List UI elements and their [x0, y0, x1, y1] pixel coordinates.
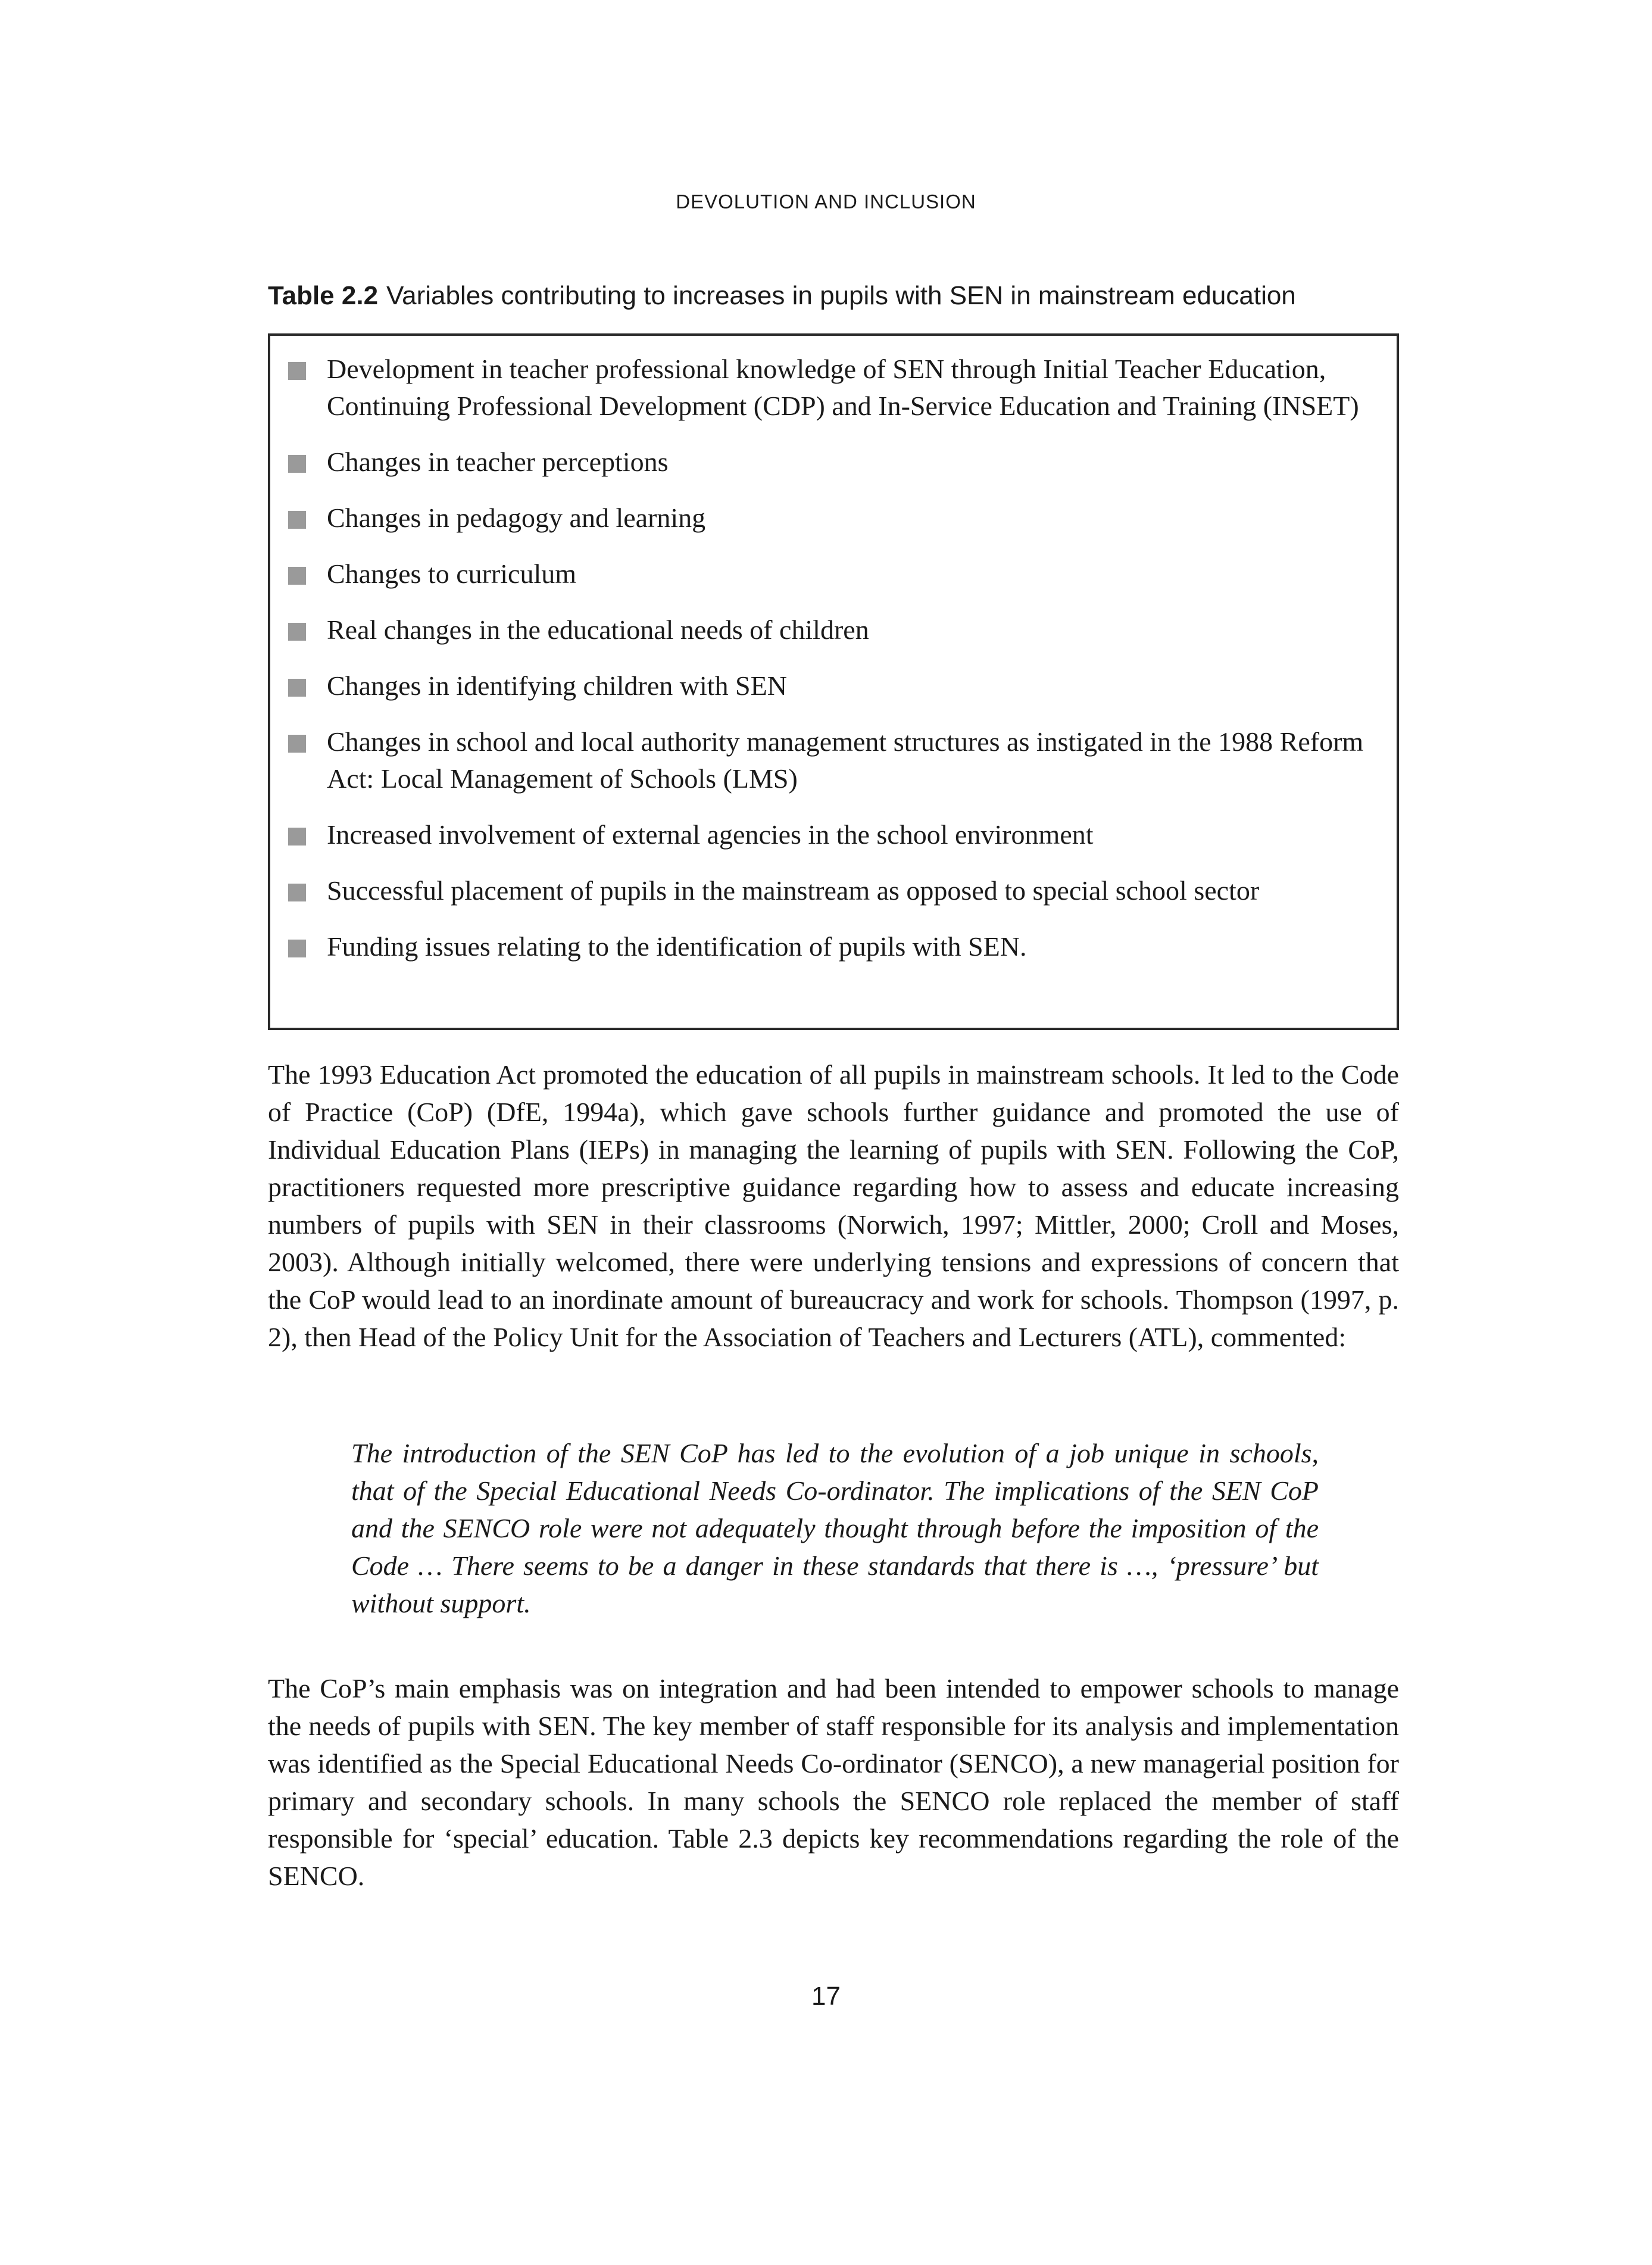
- list-item-text: Funding issues relating to the identification of pupils with SEN.: [327, 931, 1027, 962]
- square-bullet-icon: [288, 623, 306, 641]
- table-title: Variables contributing to increases in pupils with SEN in mainstream education: [386, 281, 1296, 310]
- list-item-text: Changes in teacher perceptions: [327, 447, 669, 477]
- list-item: [285, 667, 1379, 704]
- square-bullet-icon: [288, 940, 306, 957]
- running-head: DEVOLUTION AND INCLUSION: [676, 191, 976, 213]
- body-paragraph-1: The 1993 Education Act promoted the education of all pupils in mainstream schools. It led to the Code of Practice (CoP) (DfE, 1994a), which gave schools further guidance and promoted the use of Individual Education Plans (IEPs) in managing the learning of pupils with SEN. Following the CoP, practitioners requested more prescriptive guidance regarding how to assess and educate increasing numbers of pupils with SEN in their classrooms (Norwich, 1997; Mittler, 2000; Croll and Moses, 2003). Although initially welcomed, there were underlying tensions and expressions of concern that the CoP would lead to an inordinate amount of bureaucracy and work for schools. Thompson (1997, p. 2), then Head of the Policy Unit for the Association of Teachers and Lecturers (ATL), commented:: [268, 1059, 1399, 1352]
- list-item-text: Increased involvement of external agencies in the school environment: [327, 819, 1094, 850]
- list-item: [285, 723, 1379, 797]
- list-item-text: Successful placement of pupils in the mainstream as opposed to special school sector: [327, 875, 1260, 906]
- square-bullet-icon: [288, 884, 306, 901]
- body-paragraph-2: The CoP’s main emphasis was on integration and had been intended to empower schools to manage the needs of pupils with SEN. The key member of staff responsible for its analysis and implementation was identified as the Special Educational Needs Co-ordinator (SENCO), a new managerial position for primary and secondary schools. In many schools the SENCO role replaced the member of staff responsible for ‘special’ education. Table 2.3 depicts key recommendations regarding the role of the SENCO.: [268, 1673, 1399, 1891]
- square-bullet-icon: [288, 679, 306, 697]
- table-box: [268, 333, 1399, 1030]
- square-bullet-icon: [288, 455, 306, 473]
- square-bullet-icon: [288, 511, 306, 529]
- list-item-text: Changes to curriculum: [327, 559, 577, 589]
- list-item-text: Development in teacher professional knowledge of SEN through Initial Teacher Education, Continuing Professional Development (CDP) and In-Service Education and Training (INSET): [327, 354, 1359, 421]
- list-item: [285, 872, 1379, 909]
- list-item: [285, 556, 1379, 592]
- list-item: [285, 351, 1379, 425]
- block-quote: The introduction of the SEN CoP has led to the evolution of a job unique in schools, that of the Special Educational Needs Co-ordinator. The implications of the SEN CoP and the SENCO role were not adequately thought through before the imposition of the Code … There seems to be a danger in these standards that there is …, ‘pressure’ but without support.: [351, 1438, 1319, 1618]
- list-item-text: Changes in pedagogy and learning: [327, 503, 706, 533]
- bullet-list: [285, 351, 1379, 965]
- table-caption: [268, 281, 1296, 311]
- square-bullet-icon: [288, 362, 306, 380]
- square-bullet-icon: [288, 828, 306, 846]
- list-item-text: Changes in school and local authority management structures as instigated in the 1988 Reform Act: Local Management of Schools (LMS): [327, 726, 1364, 794]
- list-item: [285, 500, 1379, 536]
- square-bullet-icon: [288, 567, 306, 585]
- square-bullet-icon: [288, 735, 306, 753]
- list-item-text: Changes in identifying children with SEN: [327, 670, 787, 701]
- table-label: Table 2.2: [268, 281, 379, 310]
- list-item: [285, 612, 1379, 648]
- list-item: [285, 928, 1379, 965]
- page-number: 17: [811, 1982, 841, 2011]
- list-item-text: Real changes in the educational needs of children: [327, 614, 869, 645]
- list-item: [285, 816, 1379, 853]
- list-item: [285, 444, 1379, 481]
